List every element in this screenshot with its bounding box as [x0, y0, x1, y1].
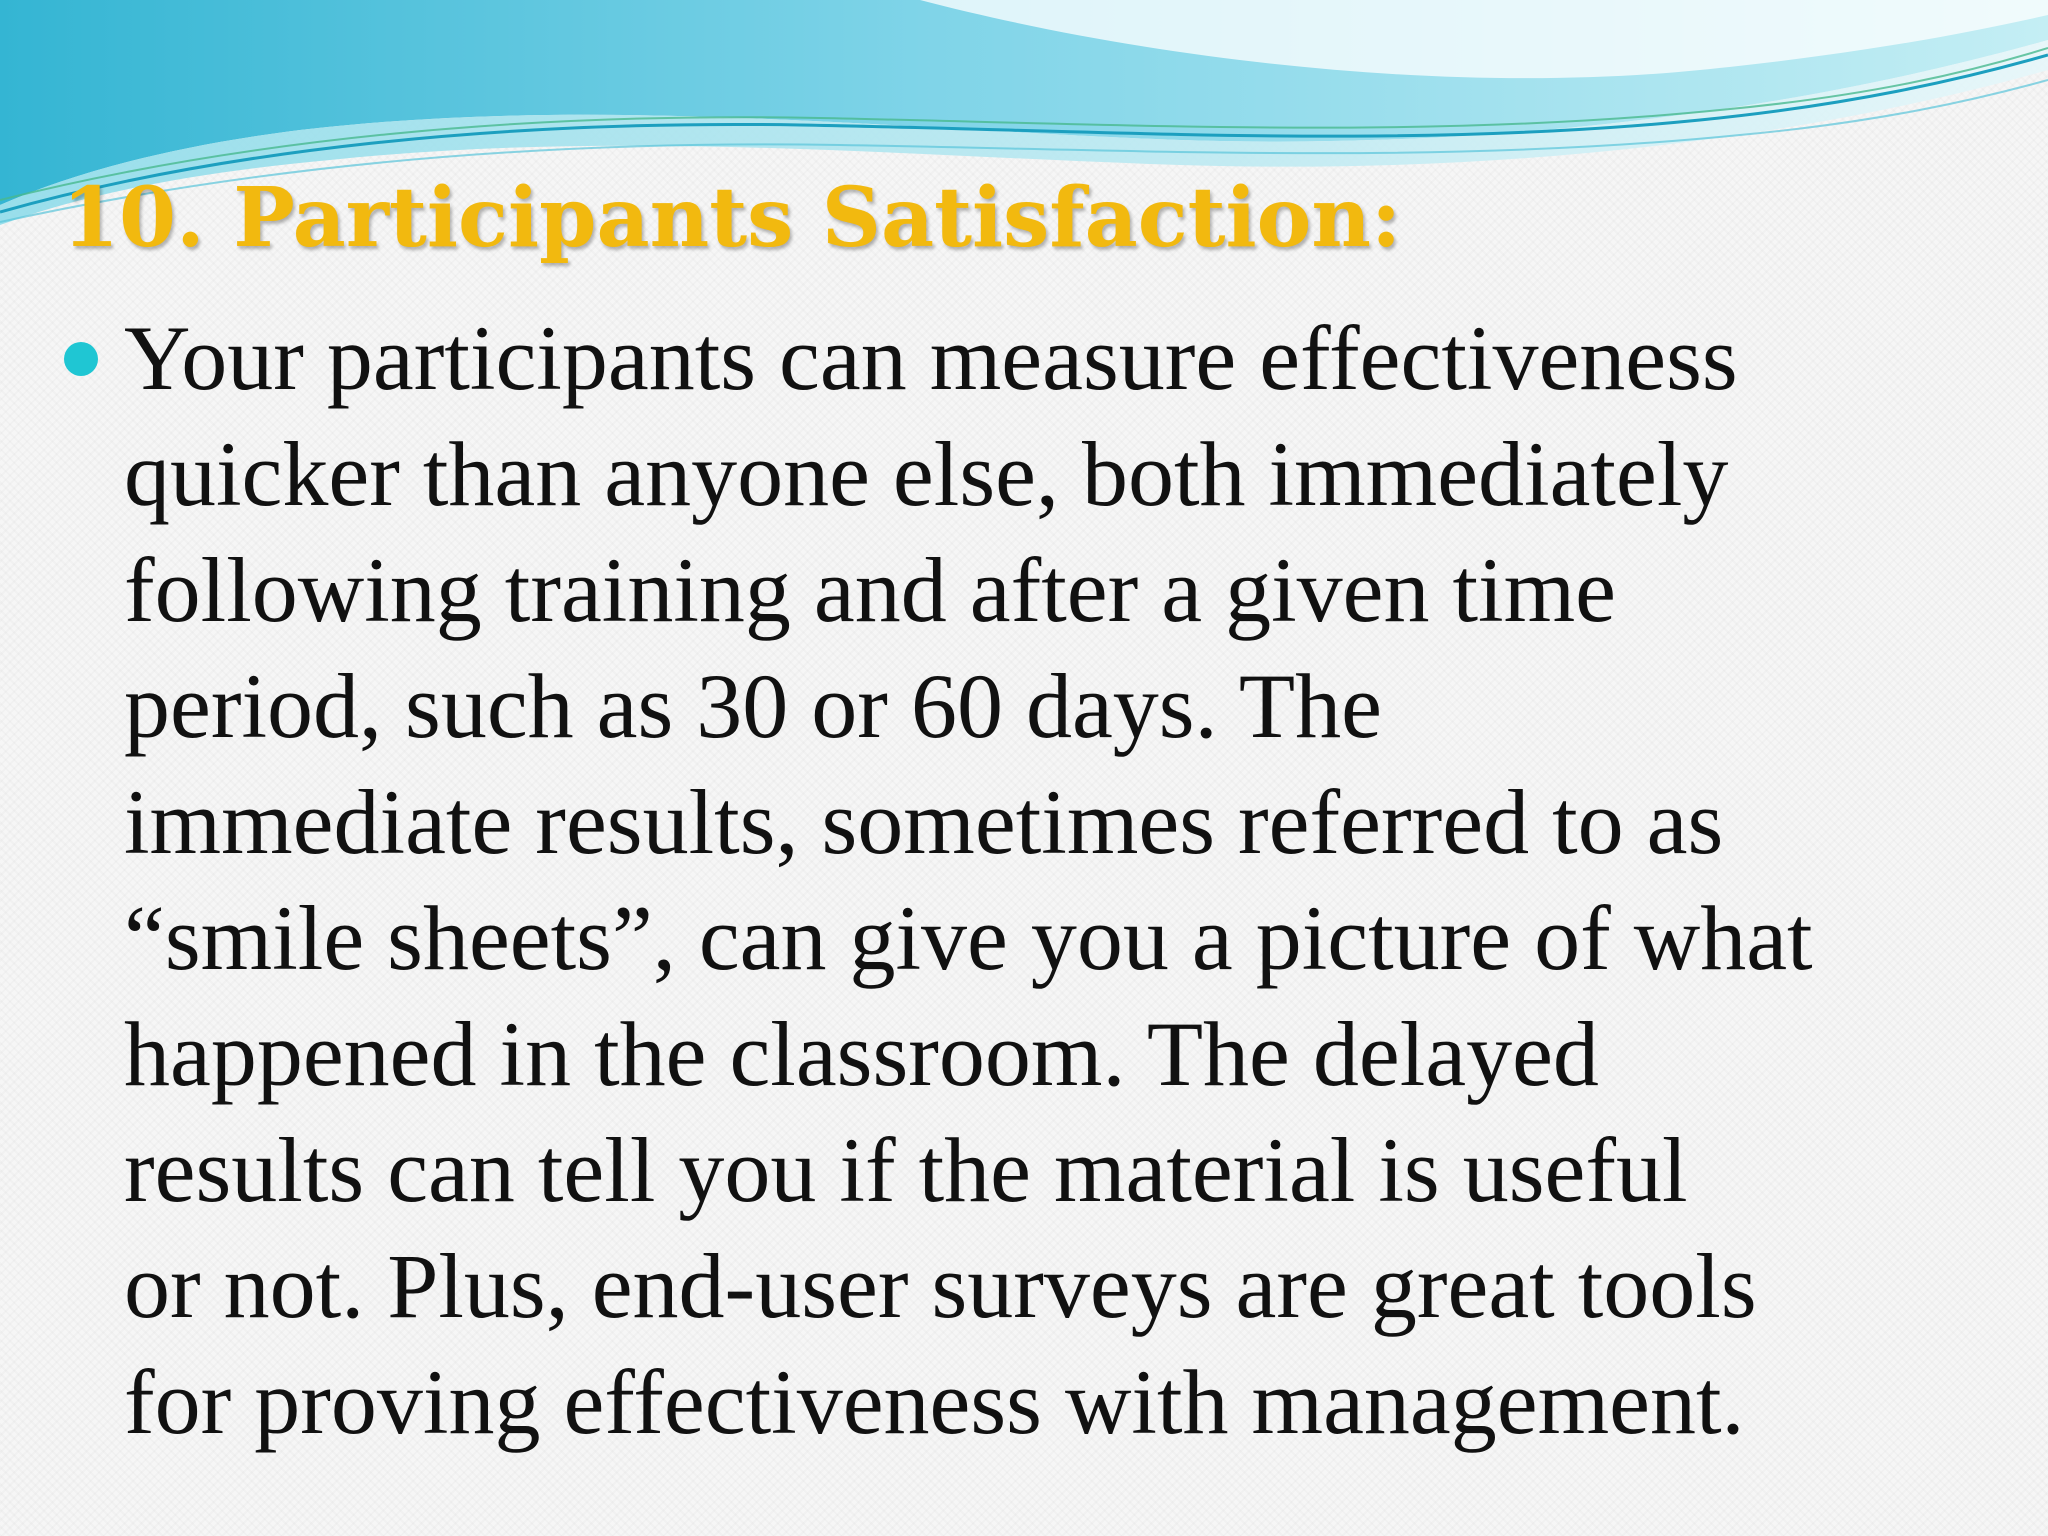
- bullet-list: [62, 300, 1992, 1460]
- bullet-item: [62, 300, 1992, 1460]
- bullet-text: Your participants can measure effectiveness quicker than anyone else, both immediately following training and after a given time period, such as 30 or 60 days. The immediate results, sometimes referred to as “smile sheets”, can give you a picture of what happened in the classroom. The delayed results can tell you if the material is useful or not. Plus, end-user surveys are great tools for proving effectiveness with management.: [124, 307, 1813, 1453]
- slide-title: 10. Participants Satisfaction:: [62, 170, 1402, 266]
- bullet-dot-icon: [64, 342, 98, 376]
